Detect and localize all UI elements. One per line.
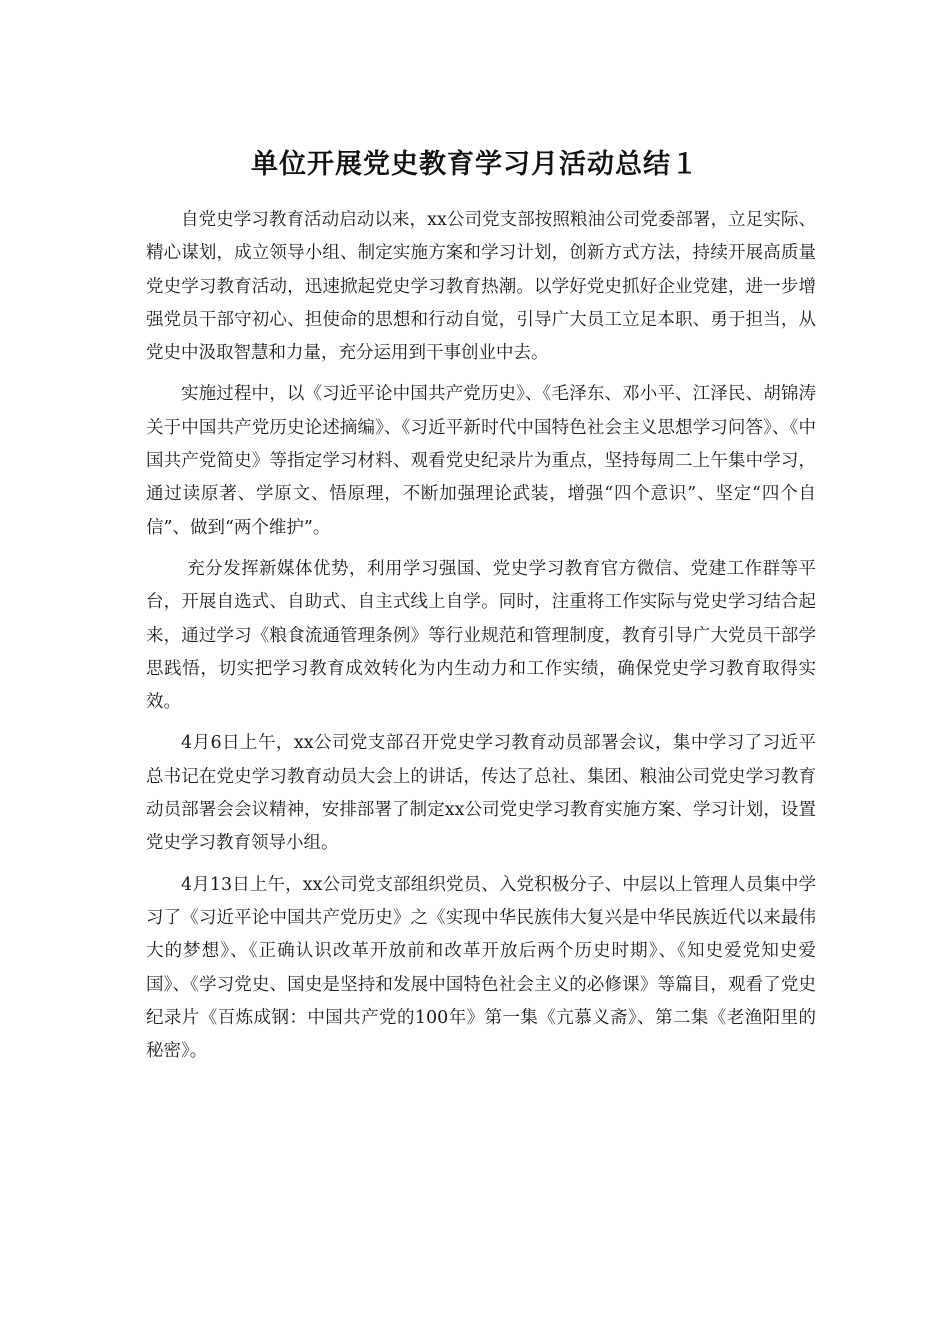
paragraph-2: 实施过程中，以《习近平论中国共产党历史》、《毛泽东、邓小平、江泽民、胡锦涛关于中国共产党历史论述摘编》、《习近平新时代中国特色社会主义思想学习问答》、《中国共产党简史》等指定学习材料、观看党史纪录片为重点，坚持每周二上午集中学习，通过读原著、学原文、悟原理，不断加强理论武装，增强“四个意识”、坚定“四个自信”、做到“两个维护”。 — [146, 384, 816, 538]
document-title: 单位开展党史教育学习月活动总结１ — [251, 149, 699, 180]
paragraph-1: 自党史学习教育活动启动以来，xx公司党支部按照粮油公司党委部署，立足实际、精心谋划，成立领导小组、制定实施方案和学习计划，创新方式方法，持续开展高质量党史学习教育活动，迅速掀起党史学习教育热潮。以学好党史抓好企业党建，进一步增强党员干部守初心、担使命的思想和行动自觉，引导广大员工立足本职、勇于担当，从党史中汲取智慧和力量，充分运用到干事创业中去。 — [146, 210, 816, 364]
paragraph-3: 充分发挥新媒体优势，利用学习强国、党史学习教育官方微信、党建工作群等平台，开展自选式、自助式、自主式线上自学。同时，注重将工作实际与党史学习结合起来，通过学习《粮食流通管理条例》等行业规范和管理制度，教育引导广大党员干部学思践悟，切实把学习教育成效转化为内生动力和工作实绩，确保党史学习教育取得实效。 — [146, 558, 816, 713]
paragraph-5: 4月13日上午，xx公司党支部组织党员、入党积极分子、中层以上管理人员集中学习了《习近平论中国共产党历史》之《实现中华民族伟大复兴是中华民族近代以来最伟大的梦想》、《正确认识改革开放前和改革开放后两个历史时期》、《知史爱党知史爱国》、《学习党史、国史是坚持和发展中国特色社会主义的必修课》等篇目，观看了党史纪录片《百炼成钢：中国共产党的100年》第一集《亢慕义斋》、第二集《老渔阳里的秘密》。 — [146, 874, 816, 1062]
document-body — [146, 204, 816, 1076]
paragraph-4: 4月6日上午，xx公司党支部召开党史学习教育动员部署会议，集中学习了习近平总书记在党史学习教育动员大会上的讲话，传达了总社、集团、粮油公司党史学习教育动员部署会会议精神，安排部署了制定xx公司党史学习教育实施方案、学习计划，设置党史学习教育领导小组。 — [146, 733, 816, 854]
